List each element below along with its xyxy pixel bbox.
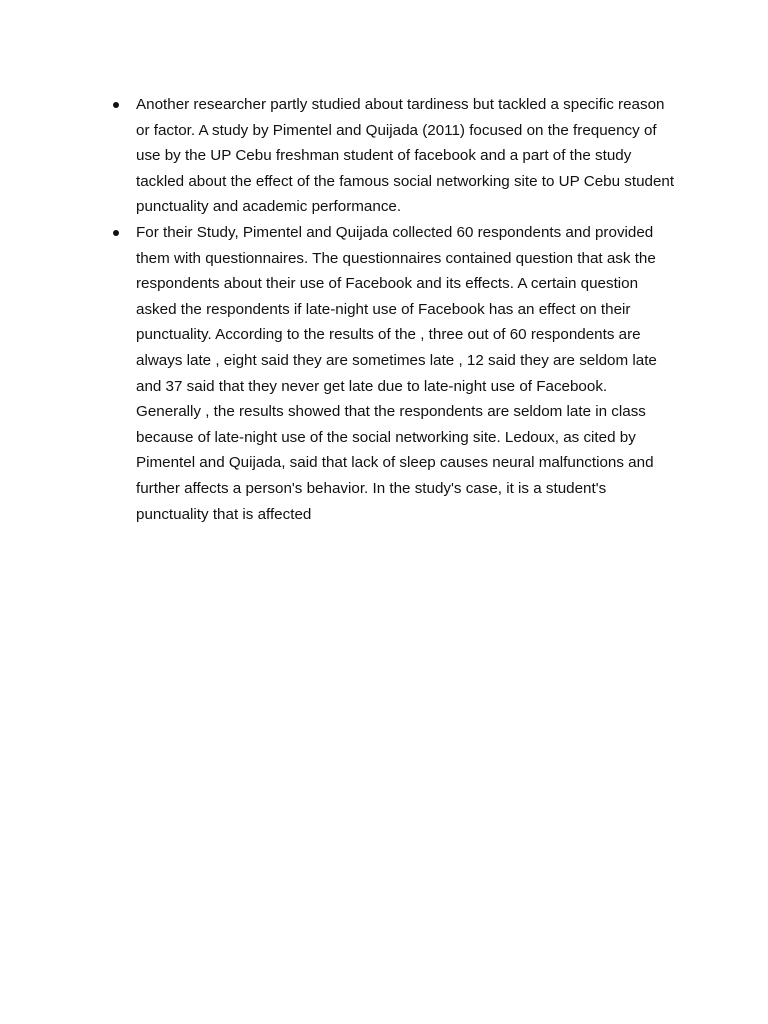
bullet-icon bbox=[113, 102, 119, 108]
bullet-item-2 bbox=[0, 220, 676, 527]
bullet-text: For their Study, Pimentel and Quijada collected 60 respondents and provided them with questionnaires. The questionnaires contained question that ask the respondents about their use of Facebook and its effects. A certain question asked the respondents if late-night use of Facebook has an effect on their punctuality. According to the results of the , three out of 60 respondents are always late , eight said they are sometimes late , 12 said they are seldom late and 37 said that they never get late due to late-night use of Facebook. Generally , the results showed that the respondents are seldom late in class because of late-night use of the social networking site. Ledoux, as cited by Pimentel and Quijada, said that lack of sleep causes neural malfunctions and further affects a person's behavior. In the study's case, it is a student's punctuality that is affected bbox=[136, 223, 657, 523]
bullet-list bbox=[0, 92, 768, 527]
bullet-text: Another researcher partly studied about tardiness but tackled a specific reason or factor. A study by Pimentel and Quijada (2011) focused on the frequency of use by the UP Cebu freshman student of facebook and a part of the study tackled about the effect of the famous social networking site to UP Cebu student punctuality and academic performance. bbox=[136, 96, 675, 216]
bullet-item-1 bbox=[0, 92, 676, 220]
bullet-icon bbox=[113, 230, 119, 236]
